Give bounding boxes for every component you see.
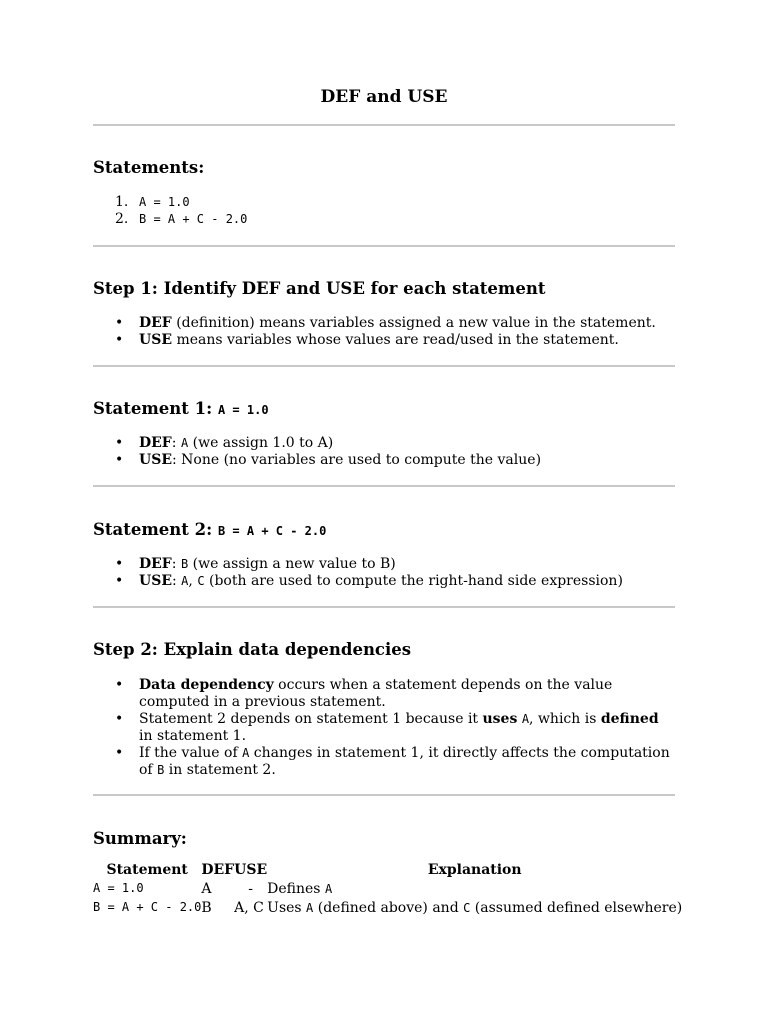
bullet-icon: • [115,556,124,572]
term: DEF [139,435,172,451]
horizontal-rule [93,245,675,247]
heading-code: A = 1.0 [217,403,269,417]
term: DEF [139,556,172,572]
text-segment: in statement 2. [164,762,276,778]
column-header-explanation: Explanation [427,862,522,878]
statements-heading: Statements: [93,158,205,177]
list-item [93,573,675,590]
inline-code: A [181,574,189,588]
statement-code: A = 1.0 [139,195,190,209]
term-description: (definition) means variables assigned a new value in the statement. [171,315,656,331]
term: Data dependency [139,677,274,693]
bullet-icon: • [115,452,124,468]
list-item [93,677,675,711]
bullet-icon: • [115,745,124,761]
term-description: means variables whose values are read/used in the statement. [172,332,619,348]
use-cell: - [248,881,253,897]
list-item [93,745,675,779]
use-cell: A, C [234,900,264,916]
statement-cell: A = 1.0 [93,881,144,895]
def-cell: A [201,881,212,897]
statement1-list [93,435,675,469]
term: USE [139,332,172,348]
term-description: (we assign a new value to B) [188,556,396,572]
step2-list [93,677,675,779]
table-header-row [93,862,682,881]
column-header-use: USE [234,862,268,878]
inline-code: A [324,882,333,896]
term-description: occurs when a statement depends on the value computed in a previous statement. [139,677,613,710]
term: USE [139,573,172,589]
statements-list [93,194,247,228]
table-row [93,881,682,900]
statement2-list [93,556,675,590]
list-item [93,211,247,228]
text-segment: changes in statement 1, it directly affects the computation of [139,745,670,778]
bullet-icon: • [115,315,124,331]
horizontal-rule [93,124,675,126]
bullet-icon: • [115,711,124,727]
text-segment: Defines [267,881,325,897]
list-item [93,332,675,349]
term-description: (we assign 1.0 to A) [188,435,334,451]
summary-table [93,862,682,919]
table-row [93,900,682,919]
list-item [93,556,675,573]
list-item [93,194,247,211]
summary-heading: Summary: [93,829,187,848]
def-cell: B [201,900,212,916]
list-item [93,711,675,745]
horizontal-rule [93,794,675,796]
list-number: 1. [115,194,129,210]
page-title: DEF and USE [320,87,448,107]
bullet-icon: • [115,573,124,589]
inline-code: B [157,763,165,777]
horizontal-rule [93,606,675,608]
heading-code: B = A + C - 2.0 [217,524,327,538]
separator: : [172,573,182,589]
inline-code: A [306,901,314,915]
bullet-icon: • [115,677,124,693]
step2-heading: Step 2: Explain data dependencies [93,640,412,659]
emphasis: defined [600,711,659,727]
heading-label: Statement 1: [93,399,218,418]
inline-code: C [197,574,205,588]
term-description: (both are used to compute the right-hand side expression) [204,573,623,589]
text-segment: (defined above) and [313,900,464,916]
separator: , [188,573,198,589]
term: DEF [139,315,172,331]
list-item [93,452,675,469]
explanation-cell [267,900,682,919]
step1-heading: Step 1: Identify DEF and USE for each statement [93,279,546,298]
list-item [93,435,675,452]
inline-code: A [180,436,189,450]
bullet-icon: • [115,332,124,348]
text-segment: in statement 1. [139,728,247,744]
term: USE [139,452,172,468]
term-description: : None (no variables are used to compute the value) [172,452,542,468]
text-segment: If the value of [139,745,243,761]
inline-code: C [463,901,471,915]
column-header-statement: Statement [106,862,188,878]
column-header-def: DEF [201,862,235,878]
statement1-heading [93,399,269,418]
text-segment: (assumed defined elsewhere) [470,900,683,916]
emphasis: uses [482,711,518,727]
inline-code: B [180,557,189,571]
text-segment: , which is [529,711,601,727]
bullet-icon: • [115,435,124,451]
list-item [93,315,675,332]
statement-code: B = A + C - 2.0 [139,212,248,226]
text-segment: Uses [267,900,307,916]
text-segment: Statement 2 depends on statement 1 because it [139,711,483,727]
inline-code: A [521,712,530,726]
statement2-heading [93,520,326,539]
separator: : [171,435,181,451]
explanation-cell [267,881,682,900]
separator: : [171,556,181,572]
step1-list [93,315,675,349]
statement-cell: B = A + C - 2.0 [93,900,202,914]
horizontal-rule [93,485,675,487]
heading-label: Statement 2: [93,520,218,539]
list-number: 2. [115,211,129,227]
inline-code: A [242,746,250,760]
horizontal-rule [93,365,675,367]
